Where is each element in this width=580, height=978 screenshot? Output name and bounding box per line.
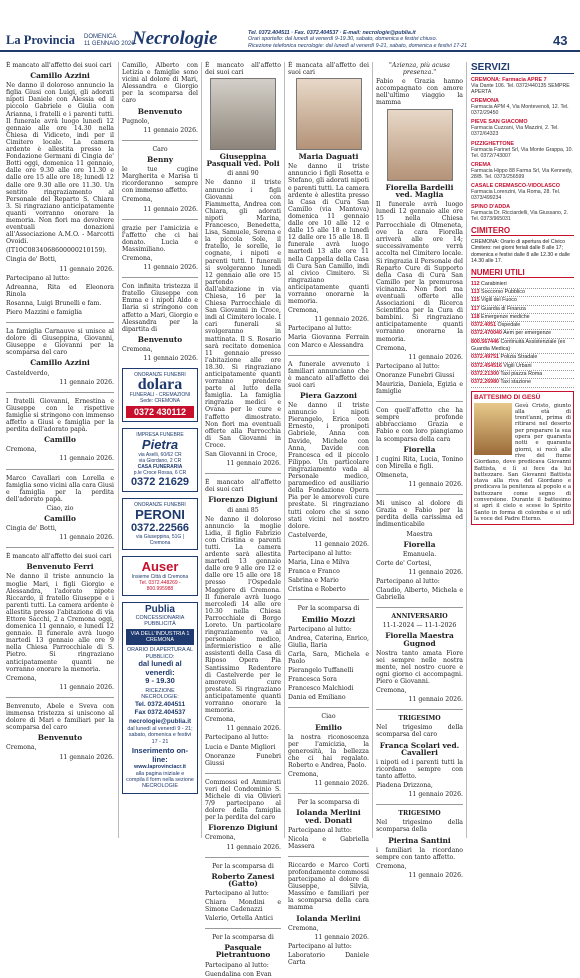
column-divider <box>284 62 285 838</box>
services-sidebar: SERVIZI CREMONA: Farmacia APRE 7 Via Dante 106. Tel. 0372/440135 SEMPRE APERTA CREMONA Farmacia APM 4, Via Montevenoli, 12. Tel. 0372/29450 PIEVE SAN GIACOMO Farmacia Cuzzani, Via Mazzini, 2. Tel. 0372/64323 PIZZIGHETTONE Farmacia Farinet Srl, Via Monte Grappa, 10. Tel. 0372/743007 CREMA Farmacia Hippo 88 Farma Srl, Via Kennedy, 28/B. Tel. 0373/256599 CASALE CREMASCO-VIDOLASCO Farmacia Lorenzini, Via Roma, 28. Tel. 0373/499234 SPINO D'ADDA Farmacia Dr. Ricciardelli, Via Giussano, 2. Tel. 0373/965031 CIMITERO CREMONA: Orario di apertura del Civico Cimitero: nei giorni feriali dalle 8 alle 17; domenica e festivi dalle 8 alle 12.30 e dalle 14.30 alle 17. NUMERI UTILI 112 Carabinieri 113 Soccorso Pubblico 115 Vigili del Fuoco 117 Guardia di Finanza 118 Emergenze mediche 0372.4051 Ospedale 0372.470040 Aem per emergenze 800.567446 Continuità Assistenziale (ex Guardia Medica) 0372.49751 Polizia Stradale 0372.454516 Vigili Urbani 0372.21300 Taxi piazza Roma 0372.26980 Taxi stazione BATTESIMO DI GESÙ Gesù Cristo, giunto alla età di trent'anni, prima di ritirarsi nel deserto per preparare la sua opera per quaranta notti e quaranta giorni, si recò alle rive del fiume Giordano, dove predicava Giovanni Battista, e lì si fece da lui battezzare. San Giovanni Battista stava alla riva del Giordano e predicava la penitenza al popolo e a battezzare come segno di conversione. Durante il battesimo si aprì il cielo e scese lo Spirito Santo in forma di colomba e si udì la voce del Padre Eterno. <box>471 62 574 840</box>
obituary-azzini: È mancato all'affetto dei suoi cari Camillo Azzini Ne danno il doloroso annuncio la figlia Giusi con Luigi, gli adorati nipoti Daniele con Alessia ed il piccolo Gabriele e Giulia con Arianna, i fratelli e i parenti tutti. Il funerale avrà luogo lunedì 12 gennaio alle ore 14.30 nella Chiesa di Vidiceto, indi per il Cimitero locale. La camera ardente è allestita presso la Fondazione Germani di Cingia de' Botti oggi, domenica 11 gennaio, dalle ore 9.30 alle ore 11.30 e dalle ore 15 alle ore 18; lunedì 12 dalle ore 9.30 alle ore 11.30. Un sentito ringraziamento al Personale del Reparto S. Chiara 3. Si ringraziano anticipatamente quanti vorranno onorare la memoria. Non fiori ma devolvere eventuali donazioni all'Associazione A.M.O. - Marcotti Ovoidi. (IT10C0834068600000210159). Cingia de' Botti, 11 gennaio 2026. Partecipano al lutto: Adreanna, Rita ed Eleonora Rinola Rosanna, Luigi Brunelli e fam. Piero Mazzini e famiglia <box>6 62 114 316</box>
deceased-photo <box>210 78 276 150</box>
ad-dolara: ONORANZE FUNEBRI dolara FUNERALI - CREMAZIONI Sede: CREMONA 0372 430112 <box>122 368 198 422</box>
deceased-photo <box>296 78 362 150</box>
page-header <box>0 0 580 52</box>
cemetery-title: CIMITERO <box>471 226 574 236</box>
condolence-notice: I fratelli Giovanni, Ernestina e Giuseppe con le rispettive famiglie si stringono con immenso affetto a Giusi e famiglia per la perdita dell'adorato papà. Camillo Cremona, 11 gennaio 2026. <box>6 397 114 463</box>
column-divider <box>466 62 467 838</box>
deceased-name: Camillo Azzini <box>30 71 90 81</box>
column-divider <box>118 62 119 838</box>
header-contact-info: Tel. 0372.404511 · Fax. 0372.404537 · E-mail: necrologie@publia.it Orari sportello: dal lunedì al venerdì 9-19.30, sabato, domenica e festivi chiuso. Ricezione telefonica necrologie: dal lunedì al venerdì 9-21, sabato, domenica e festivi 17-21 <box>248 30 468 49</box>
column-3: È mancato all'affetto dei suoi cari Giuseppina Pasquali ved. Poli di anni 90 Ne danno il triste annuncio i figli Giovanni con Fiammetta, Andrea con Chiara, gli adorati nipoti Marina, Francesco, Benedetta, Lisa, Samuele, Serena e la piccola Sole, il fratello, le sorelle, le cognate, i nipoti e parenti tutti. I funerali si svolgeranno lunedì 12 gennaio alle ore 15 partendo dall'abitazione in via Chiesa, 16 per la Chiesa Parrocchiale di San Giovanni in Croce, indi al Cimitero locale. I cari funerali si svolgeranno in mattinata. Il S. Rosario sarà recitato domenica 11 gennaio presso l'abitazione alle ore 18.30. Si ringraziano anticipatamente quanti vorranno prendere parte al lutto della famiglia. La famiglia ringrazia medici e Ovana per le cure e l'affetto dimostrato. Non fiori ma eventuali offerte alla Parrocchia di San Giovanni in Croce. San Giovanni in Croce, 11 gennaio 2026. È mancato all'affetto dei suoi cari Fiorenzo Digiuni di anni 85 Ne danno il doloroso annuncio la moglie Lidia, il figlio Fabrizio con Cristina e parenti tutti. La camera ardente sarà allestita martedì 13 gennaio dalle ore 9 alle ore 12 e dalle ore 15 alle ore 18 presso l'Ospedale Maggiore di Cremona. Il funerale avrà luogo mercoledì 14 alle ore 10.30 nella Chiesa Parrocchiale di Borgo Loreto. Un particolare ringraziamento va al personale medico, infermieristico e alle assistenti della Casa di Riposo Opera Pia Santissimo Redentore di Castelverde per le amorevoli cure prestate. Si ringraziano anticipatamente quanti vorranno onorare la memoria. Cremona, 11 gennaio 2026. Partecipano al lutto: Lucia e Dante Migliori Onoranze Funebri Giussi Commossi ed Ammirati veri del Condominio S. Michele di via Olivieri 7/9 partecipano al dolore della famiglia per la perdita del caro Fiorenzo Digiuni Cremona, 11 gennaio 2026. Per la scomparsa di Roberto Zanesi (Gatto) Partecipano al lutto: Chiara Mondini e Simone Cadenazzi Valerio, Ortella Antici Per la scomparsa di Pasquale Pietrantuono Partecipano al lutto: Guendalina con Evan <box>205 62 281 978</box>
anniversary-notice: ANNIVERSARIO 11-1-2024 — 11-1-2026 Fiorella Maestra Gugnod Nostra tanto amata Fiore sei sempre nelle nostra mente, nel nostro cuore e ogni giorno ci accompagni. Piero e Giovanni. Cremona, 11 gennaio 2026. <box>376 613 463 704</box>
obituary-pasquali: È mancato all'affetto dei suoi cari Giuseppina Pasquali ved. Poli di anni 90 Ne danno il triste annuncio i figli Giovanni con Fiammetta, Andrea con Chiara, gli adorati nipoti Marina, Francesco, Benedetta, Lisa, Samuele, Serena e la piccola Sole, il fratello, le sorelle, le cognate, i nipoti e parenti tutti. I funerali si svolgeranno lunedì 12 gennaio alle ore 15 partendo dall'abitazione in via Chiesa, 16 per la Chiesa Parrocchiale di San Giovanni in Croce, indi al Cimitero locale. I cari funerali si svolgeranno in mattinata. Il S. Rosario sarà recitato domenica 11 gennaio presso l'abitazione alle ore 18.30. Si ringraziano anticipatamente quanti vorranno prendere parte al lutto della famiglia. La famiglia ringrazia medici e Ovana per le cure e l'affetto dimostrato. Non fiori ma eventuali offerte alla Parrocchia di San Giovanni in Croce. San Giovanni in Croce, 11 gennaio 2026. <box>205 62 281 468</box>
condolence-notice: La famiglia Carnauve si unisce al dolore di Giuseppina, Giovanni, Giuseppe e Giovanni per la scomparsa del caro Camillo Azzini Casteldverdo, 11 gennaio 2026. <box>6 328 114 386</box>
publia-logo: Publia <box>144 604 175 616</box>
services-title: SERVIZI <box>471 62 574 74</box>
saint-of-day-box: BATTESIMO DI GESÙ Gesù Cristo, giunto alla età di trent'anni, prima di ritirarsi nel deserto per preparare la sua opera per quaranta notti e quaranta giorni, si recò alle rive del fiume Giordano, dove predicava Giovanni Battista, e lì si fece da lui battezzare. San Giovanni Battista stava alla riva del Giordano e predicava la penitenza al popolo e a battezzare come segno di conversione. Durante il battesimo si aprì il cielo e scese lo Spirito Santo in forma di colomba e si udì la voce del Padre Eterno. <box>471 391 574 526</box>
trigesimo-notice: TRIGESIMO Nel trigesimo della scomparsa della Pierina Santini i familiari la ricordano sempre con tanto affetto. Cremona, 11 gennaio 2026. <box>376 810 463 879</box>
publia-info-box: Publia CONCESSIONARIA PUBBLICITÀ VIA DELL'INDUSTRIA 1 CREMONA ORARIO DI APERTURA AL PUBBLICO: dal lunedì al venerdì: 9 - 19.30 RICEZIONE NECROLOGIE: Tel. 0372.404511 Fax 0372.404537 necrologie@publia.it dal lunedì al venerdì 9 - 21; sabato, domenica e festivi 17 - 21 Inserimento on-line: www.laprovinciacr.it alla pagina iniziale e compila il form nella sezione NECROLOGIE <box>122 602 198 794</box>
ad-auser: Auser Insieme Città di Cremona Tel. 0372.448269 - 800.995988 <box>122 556 198 596</box>
page-number: 43 <box>553 33 568 48</box>
column-1 <box>6 62 114 838</box>
obituary-ferri: È mancato all'affetto dei suoi cari Benvenuto Ferri Ne danno il triste annuncio la moglie Mari, i figli Giorgio e Alessandra, l'adorato nipote Riccardo, il fratello Giuseppe e i parenti tutti. La camera ardente è allestita presso l'abitazione di via Ettore Sacchi, 2 a Cremona oggi, domenica 11 gennaio, e lunedì 12 gennaio. Il funerale avrà luogo martedì 13 gennaio alle ore 9 nella Chiesa Parrocchiale di S. Pietro. Si ringraziano anticipatamente quanti ne vorranno onorare la memoria. Cremona, 11 gennaio 2026. <box>6 553 114 691</box>
header-date: DOMENICA 11 GENNAIO 2026 <box>84 34 135 47</box>
ad-peroni: ONORANZE FUNEBRI PERONI 0372.22566 via Giuseppina, 51G | Cremona <box>122 498 198 550</box>
obituary-gazzoni: A funerale avvenuto i familiari annunciano che è mancato all'affetto dei suoi cari Piera Gazzoni Ne danno il triste annuncio i nipoti Pierangelo, Erica con Ernesto, i pronipoti Gabriele, Anna con Davide, Michele con Anna, Davide con Francesca ed il piccolo Filippo. Un particolare ringraziamento vada al Personale medico, paramedico ed ausiliario della Fondazione Opera Pia per le amorevoli cure prestate. Si ringraziano tutti coloro che si sono stati vicini nel nostro dolore. Castelverde, 11 gennaio 2026. Partecipano al lutto: Maria, Lina e Milva Franca e Franco Sabrina e Mario Cristina e Roberto <box>288 360 369 594</box>
religious-painting-image <box>474 403 512 455</box>
column-divider <box>201 62 202 838</box>
condolence-notice: Marco Cavallari con Lorella e famiglia sono vicini alla cara Giusi e famiglia per la perdita dell'adorato papà. Ciao, zio Camillo Cingia de' Botti, 11 gennaio 2026. <box>6 474 114 542</box>
obituary-digiuni: È mancato all'affetto dei suoi cari Fiorenzo Digiuni di anni 85 Ne danno il doloroso annuncio la moglie Lidia, il figlio Fabrizio con Cristina e parenti tutti. La camera ardente sarà allestita martedì 13 gennaio dalle ore 9 alle ore 12 e dalle ore 15 alle ore 18 presso l'Ospedale Maggiore di Cremona. Il funerale avrà luogo mercoledì 14 alle ore 10.30 nella Chiesa Parrocchiale di Borgo Loreto. Un particolare ringraziamento va al personale medico, infermieristico e alle assistenti della Casa di Riposo Opera Pia Santissimo Redentore di Castelverde per le amorevoli cure prestate. Si ringraziano anticipatamente quanti vorranno onorare la memoria. Cremona, 11 gennaio 2026. Partecipano al lutto: Lucia e Dante Migliori Onoranze Funebri Giussi <box>205 479 281 767</box>
useful-numbers-title: NUMERI UTILI <box>471 268 574 278</box>
condolence-notice: Benvenuto, Abele e Sveva con immensa tristezza si uniscono al dolore di Mari e familiari per la scomparsa del caro Benvenuto Cremona, 11 gennaio 2026. <box>6 702 114 761</box>
newspaper-logo: La Provincia <box>6 33 75 47</box>
section-title: Necrologie <box>132 28 218 49</box>
deceased-photo <box>387 109 453 181</box>
trigesimo-notice: TRIGESIMO Nel trigesimo della scomparsa del caro Franca Scolari ved. Cavalleri i nipoti ed i parenti tutti la ricordano sempre con tanto affetto. Piadena Drizzona, 11 gennaio 2026. <box>376 715 463 799</box>
column-2: Camillo, Alberto con Letizia e famiglie sono vicini al dolore di Mari, Alessandra e Giorgio per la scomparsa del caro Benvenuto Pugnolo, 11 gennaio 2026. Caro Benny le tue cugine Margherita e Marisa ti ricorderanno sempre con immenso affetto. Cremona, 11 gennaio 2026. grazie per l'amicizia e l'affetto che ci hai donato. Lucia e Massimiliano. Cremona, 11 gennaio 2026. Con infinita tristezza il fratello Giuseppe con Emma e i nipoti Aldo e Ilaria si stringono con affetto a Mari, Giorgio e Alessandra per la dipartita di Benvenuto Cremona, 11 gennaio 2026. ONORANZE FUNEBRI dolara FUNERALI - CREMAZIONI Sede: CREMONA 0372 430112 IMPRESA FUNEBRE Pietra via Aselli, 60/62 CR via Giordano, 2 CR CASA FUNERARIA p.le Croce Rossa, 6 CR 0372 21629 ONORANZE FUNEBRI PERONI 0372.22566 via Giuseppina, 51G | Cremona Auser Insieme Città di Cremona Tel. 0372.448269 - 800.995988 Publia CONCESSIONARIA PUBBLICITÀ VIA DELL'INDUSTRIA 1 CREMONA ORARIO DI APERTURA AL PUBBLICO: dal lunedì al venerdì: 9 - 19.30 RICEZIONE NECROLOGIE: Tel. 0372.404511 Fax 0372.404537 necrologie@publia.it dal lunedì al venerdì 9 - 21; sabato, domenica e festivi 17 - 21 Inserimento on-line: www.laprovinciacr.it alla pagina iniziale e compila il form nella sezione NECROLOGIE <box>122 62 198 838</box>
ad-pietra: IMPRESA FUNEBRE Pietra via Aselli, 60/62 CR via Giordano, 2 CR CASA FUNERARIA p.le Croce Rossa, 6 CR 0372 21629 <box>122 428 198 492</box>
email-link[interactable]: necrologie@publia.it <box>128 717 192 725</box>
column-4: È mancata all'affetto dei suoi cari Maria Daguati Ne danno il triste annuncio i figli Rosetta e Stefano, gli adorati nipoti e parenti tutti. La camera ardente è allestita presso la Casa di Cura San Camillo (via Mantova) domenica 11 gennaio dalle ore 10 alle 12 e dalle 15 alle 18 e lunedì 12 dalle ore 15 alle 18. Il funerale avrà luogo martedì 13 alle ore 11 nella Cappella della Casa di Cura San Camillo, indi al civico Cimitero. Si ringraziano anticipatamente quanti vorranno onorarne la memoria. Cremona, 11 gennaio 2026. Partecipano al lutto: Maria Giovanna Ferrain con Marco e Alessandra A funerale avvenuto i familiari annunciano che è mancato all'affetto dei suoi cari Piera Gazzoni Ne danno il triste annuncio i nipoti Pierangelo, Erica con Ernesto, i pronipoti Gabriele, Anna con Davide, Michele con Anna, Davide con Francesca ed il piccolo Filippo. Un particolare ringraziamento vada al Personale medico, paramedico ed ausiliario della Fondazione Opera Pia per le amorevoli cure prestate. Si ringraziano tutti coloro che si sono stati vicini nel nostro dolore. Castelverde, 11 gennaio 2026. Partecipano al lutto: Maria, Lina e Milva Franca e Franco Sabrina e Mario Cristina e Roberto Per la scomparsa di Emilio Mozzi Partecipano al lutto: Andrea, Caterina, Enrico, Giulia, Ilaria Carla, Sara, Michela e Paolo Pierangelo Tuffanelli Francesca Sora Francesco Malchiodi Dania ed Emiliano Ciao Emilio la nostra riconoscenza per l'amicizia, la generosità, la bellezza che ci hai regalato. Roberto e Andrea, Paolo. Cremona, 11 gennaio 2026. Per la scomparsa di Iolanda Merlini ved. Donati Partecipano al lutto: Nicola e Gabriella Massera Riccardo e Marco Corti profondamente commossi partecipano al dolore di Giuseppe, Silvia, Massimo e familiari per la scomparsa della cara mamma Iolanda Merlini Cremona, 11 gennaio 2026. Partecipano al lutto: Laboratorio Daniele Carta <box>288 62 369 966</box>
column-divider <box>372 62 373 838</box>
website-link[interactable]: www.laprovinciacr.it <box>134 764 186 771</box>
obituary-daguati: È mancata all'affetto dei suoi cari Maria Daguati Ne danno il triste annuncio i figli Rosetta e Stefano, gli adorati nipoti e parenti tutti. La camera ardente è allestita presso la Casa di Cura San Camillo (via Mantova) domenica 11 gennaio dalle ore 10 alle 12 e dalle 15 alle 18 e lunedì 12 dalle ore 15 alle 18. Il funerale avrà luogo martedì 13 alle ore 11 nella Cappella della Casa di Cura San Camillo, indi al civico Cimitero. Si ringraziano anticipatamente quanti vorranno onorarne la memoria. Cremona, 11 gennaio 2026. Partecipano al lutto: Maria Giovanna Ferrain con Marco e Alessandra <box>288 62 369 349</box>
obituary-bardelli: "Azienza, più acusa presenza." Fabio e Grazia hanno accompagnato con amore nell'ultimo viaggio la mamma Fiorella Bardelli ved. Maglia Il funerale avrà luogo lunedì 12 gennaio alle ore 15 nella Chiesa Parrocchiale di Olmeneta, ove la cara Fiorella arriverà alle ore 14; successivamente verrà accolta nel Cimitero locale. Si ringrazia il Personale del Reparto Cure di Supporto della Casa di Cura San Camillo per la premurosa vicinanza. Non fiori ma eventuali offerte alle Associazioni di Ricerca Scientifica per la Cura di bambini. Si ringraziano anticipatamente quanti vorranno onorarne la memoria. Cremona, 11 gennaio 2026. Partecipano al lutto: Onoranze Funebri Giussi Maurizia, Daniela, Egizia e famiglie <box>376 62 463 396</box>
column-5: "Azienza, più acusa presenza." Fabio e Grazia hanno accompagnato con amore nell'ultimo viaggio la mamma Fiorella Bardelli ved. Maglia Il funerale avrà luogo lunedì 12 gennaio alle ore 15 nella Chiesa Parrocchiale di Olmeneta, ove la cara Fiorella arriverà alle ore 14; successivamente verrà accolta nel Cimitero locale. Si ringrazia il Personale del Reparto Cure di Supporto della Casa di Cura San Camillo per la premurosa vicinanza. Non fiori ma eventuali offerte alle Associazioni di Ricerca Scientifica per la Cura di bambini. Si ringraziano anticipatamente quanti vorranno onorarne la memoria. Cremona, 11 gennaio 2026. Partecipano al lutto: Onoranze Funebri Giussi Maurizia, Daniela, Egizia e famiglie Con quell'affetto che ha sempre profonde abbracciamo Grazia e Fabio e con loro piangiamo la scomparsa della cara Fiorella I cugini Rita, Lucia, Tonino con Mirella e figli. Olmeneta, 11 gennaio 2026. Mi unisco al dolore di Grazia e Fabio per la perdita della carissima ed indimenticabile Maestra Fiorella Emanuela. Corte de' Cortesi, 11 gennaio 2026. Partecipano al lutto: Claudio, Alberto, Michela e Gabriella ANNIVERSARIO 11-1-2024 — 11-1-2026 Fiorella Maestra Gugnod Nostra tanto amata Fiore sei sempre nelle nostra mente, nel nostro cuore e ogni giorno ci accompagni. Piero e Giovanni. Cremona, 11 gennaio 2026. TRIGESIMO Nel trigesimo della scomparsa del caro Franca Scolari ved. Cavalleri i nipoti ed i parenti tutti la ricordano sempre con tanto affetto. Piadena Drizzona, 11 gennaio 2026. TRIGESIMO Nel trigesimo della scomparsa della Pierina Santini i familiari la ricordano sempre con tanto affetto. Cremona, 11 gennaio 2026. <box>376 62 463 879</box>
